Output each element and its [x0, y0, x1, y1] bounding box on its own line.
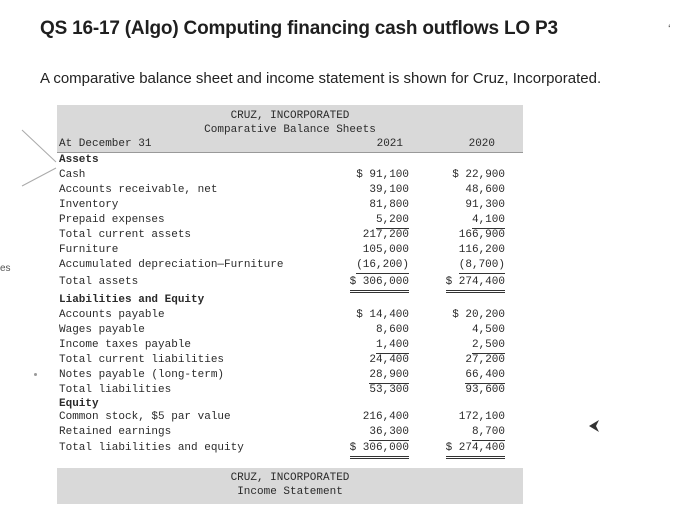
row-value-2020: 91,300	[465, 199, 505, 211]
row-label: Wages payable	[59, 324, 145, 336]
left-bracket-icon	[20, 128, 60, 188]
row-value-2020: 2,500	[472, 338, 505, 354]
assets-heading-label: Assets	[59, 154, 99, 166]
table-row	[57, 425, 523, 440]
row-label: Prepaid expenses	[59, 214, 165, 226]
row-value-2020: 48,600	[465, 184, 505, 196]
row-value-2021: 53,300	[369, 384, 409, 396]
liabilities-heading-label: Liabilities and Equity	[59, 294, 205, 306]
row-value-2021: 24,400	[369, 354, 409, 366]
liabilities-heading	[57, 293, 523, 308]
table-row	[57, 410, 523, 425]
row-value-2020: 66,400	[465, 368, 505, 384]
row-label: Accounts receivable, net	[59, 184, 218, 196]
row-value-2020: $ 20,200	[452, 309, 505, 321]
row-label: Accumulated depreciation—Furniture	[59, 259, 284, 271]
assets-heading	[57, 153, 523, 168]
row-value-2020: 172,100	[458, 411, 505, 423]
table-row	[57, 168, 523, 183]
row-label: Common stock, $5 par value	[59, 411, 231, 423]
company-name: CRUZ, INCORPORATED	[230, 110, 350, 122]
row-value-2020: 27,200	[465, 354, 505, 366]
table-row	[57, 258, 523, 273]
row-label: Cash	[59, 169, 86, 181]
side-tab-label[interactable]: es	[0, 263, 11, 274]
sheet-subtitle: Comparative Balance Sheets	[204, 124, 376, 136]
mouse-cursor-icon	[588, 419, 600, 433]
row-value-2020: 166,900	[458, 229, 505, 241]
row-value-2021: 36,300	[369, 425, 409, 441]
row-value-2021: 28,900	[369, 368, 409, 384]
intro-text: A comparative balance sheet and income statement is shown for Cruz, Incorporated.	[40, 70, 602, 87]
balance-sheet	[57, 105, 523, 455]
table-row	[57, 308, 523, 323]
row-value-2021: 217,200	[362, 229, 409, 241]
tick-mark-icon: ‘	[668, 22, 671, 36]
decorative-dot	[34, 373, 37, 376]
row-label: Retained earnings	[59, 426, 172, 438]
row-value-2021: 5,200	[376, 213, 409, 229]
row-value-2021: 1,400	[376, 338, 409, 354]
row-value-2021: (16,200)	[356, 258, 409, 274]
row-value-2020: (8,700)	[459, 258, 505, 274]
row-label: Total current assets	[59, 229, 192, 241]
table-row	[57, 198, 523, 213]
row-label: Total current liabilities	[59, 354, 225, 366]
row-value-2020: 8,700	[472, 425, 505, 441]
table-row	[57, 228, 523, 243]
row-label: Furniture	[59, 244, 119, 256]
table-row	[57, 441, 523, 456]
row-value-2021: 216,400	[362, 411, 409, 423]
row-value-2020: 93,600	[465, 384, 505, 396]
table-row	[57, 368, 523, 383]
row-value-2021: 81,800	[369, 199, 409, 211]
income-company-name: CRUZ, INCORPORATED	[230, 472, 350, 484]
row-label: Notes payable (long-term)	[59, 369, 225, 381]
row-value-2021: $ 91,100	[356, 169, 409, 181]
row-value-2021: 39,100	[369, 184, 409, 196]
row-value-2020: $ 274,400	[446, 275, 505, 293]
row-value-2021: $ 306,000	[350, 275, 409, 293]
table-row	[57, 243, 523, 258]
income-statement-header	[57, 468, 523, 504]
row-label: Inventory	[59, 199, 119, 211]
row-label: Accounts payable	[59, 309, 165, 321]
row-label: Income taxes payable	[59, 339, 192, 351]
table-row	[57, 183, 523, 198]
col-2020: 2020	[468, 138, 495, 150]
table-row	[57, 213, 523, 228]
row-value-2021: $ 14,400	[356, 309, 409, 321]
row-value-2020: $ 22,900	[452, 169, 505, 181]
table-row	[57, 383, 523, 398]
row-value-2021: 8,600	[375, 324, 409, 336]
row-value-2020: $ 274,400	[446, 441, 505, 459]
row-value-2020: 4,100	[472, 213, 505, 229]
row-label: Total assets	[59, 276, 139, 288]
column-header-row	[57, 137, 523, 152]
page-title: QS 16-17 (Algo) Computing financing cash outflows LO P3	[40, 18, 558, 39]
date-label: At December 31	[59, 138, 152, 150]
row-value-2021: 105,000	[362, 244, 409, 256]
row-label: Total liabilities and equity	[59, 442, 244, 454]
income-subtitle: Income Statement	[237, 486, 343, 498]
row-value-2020: 4,500	[471, 324, 505, 336]
table-row	[57, 323, 523, 338]
table-row	[57, 353, 523, 368]
col-2021: 2021	[376, 138, 403, 150]
table-row	[57, 338, 523, 353]
row-value-2020: 116,200	[458, 244, 505, 256]
row-label: Total liabilities	[59, 384, 172, 396]
table-row	[57, 275, 523, 290]
row-value-2021: $ 306,000	[350, 441, 409, 459]
equity-heading-label: Equity	[59, 398, 99, 410]
